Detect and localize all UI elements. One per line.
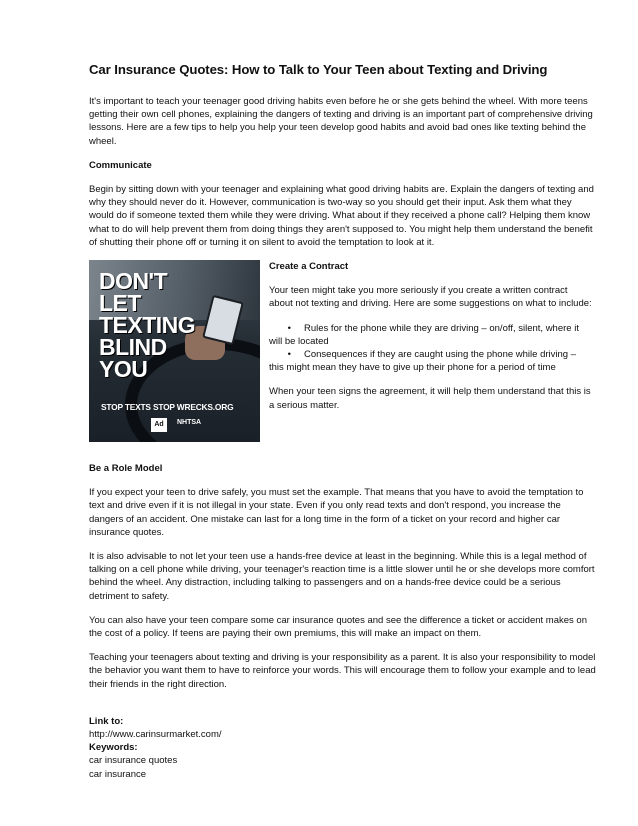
role-model-paragraph-2: It is also advisable to not let your teen use a hands-free device at least in the beginning. While this is a legal method of talking on a cell phone while driving, your teenager's reaction time is a little slower until he or she develops more comfort behind the wheel. Any distraction, including talking to passengers and on a hands-free device could be a serious detriment to safety. [89,551,595,602]
campaign-poster-image [89,260,260,442]
keywords-label: Keywords: [89,742,138,754]
link-url[interactable]: http://www.carinsurmarket.com/ [89,729,222,741]
document-body [89,62,597,781]
role-model-paragraph-4: Teaching your teenagers about texting and driving is your responsibility as a parent. It is also your responsibility to model the behavior you want them to have to reinforce your words. This will encourage them to follow your example and to lead their friends in the right direction. [89,652,596,690]
link-label: Link to: [89,715,124,727]
communicate-paragraph: Begin by sitting down with your teenager and explaining what good driving habits are. Explain the dangers of texting and why they should never do it. However, communication is two-way so you should get their input. Ask them what they would do if someone texted them while they were driving. What about if they received a phone call? Helping them know what to do will help prevent them from doing things they aren't supposed to. You might help them understand the benefit of shutting their phone off or turning it on silent to avoid the temptation to look at it. [89,184,594,248]
bullet-text: Consequences if they are caught using the phone while driving – this might mean they have to give up their phone for a period of time [269,349,576,374]
article-title: Car Insurance Quotes: How to Talk to Your Teen about Texting and Driving [89,62,548,77]
contract-closing-paragraph: When your teen signs the agreement, it will help them understand that this is a serious matter. [269,386,591,411]
bullet-icon: • [287,322,291,334]
role-model-paragraph-3: You can also have your teen compare some car insurance quotes and see the difference a ticket or accident makes on the cost of a policy. If teens are paying their own premiums, this will make an impact on them. [89,614,587,640]
intro-paragraph: It's important to teach your teenager good driving habits even before he or she gets behind the wheel. With more teens getting their own cell phones, explaining the dangers of texting and driving is an important part of comprehensive driving lessons. Here are a few tips to help you help your teen develop good habits and avoid bad ones like texting behind the wheel. [89,96,593,147]
list-item [269,348,593,374]
poster-slogan: DON'T LET TEXTING BLIND YOU [99,268,196,383]
nhtsa-logo: NHTSA [177,419,202,427]
ad-council-logo: Ad [151,418,167,432]
role-model-heading: Be a Role Model [89,463,163,475]
contract-heading: Create a Contract [269,261,349,273]
contract-section [89,260,597,454]
poster-campaign-url: STOP TEXTS STOP WRECKS.ORG [101,402,234,413]
communicate-heading: Communicate [89,159,152,171]
list-item [269,322,593,348]
contract-text-column [269,260,593,412]
keyword-item: car insurance quotes [89,755,178,767]
contract-paragraph: Your teen might take you more seriously if you create a written contract about not texting and driving. Here are some suggestions on what to include: [269,285,592,310]
bullet-text: Rules for the phone while they are driving – on/off, silent, where it will be located [269,322,579,347]
contract-bullet-list [269,322,593,375]
keyword-item: car insurance [89,768,147,780]
role-model-paragraph-1: If you expect your teen to drive safely, you must set the example. That means that you have to avoid the temptation to text and drive even if it is not illegal in your state. Even if you only read texts and don't respond, you increase the dangers of an accident. One mistake can last for a long time in the form of a ticket on your record and higher car insurance quotes. [89,487,584,538]
bullet-icon: • [287,349,291,361]
